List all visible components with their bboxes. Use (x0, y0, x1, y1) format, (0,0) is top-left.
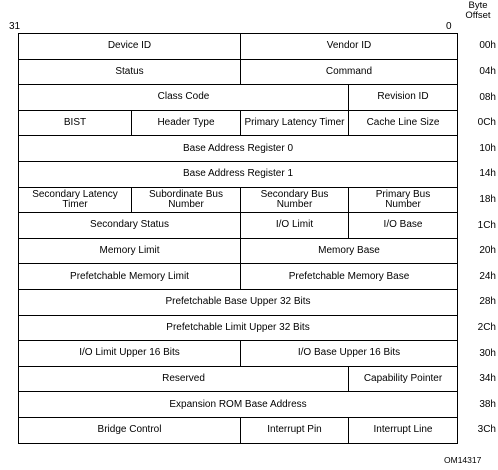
register-field: Base Address Register 0 (19, 136, 458, 162)
register-field: BIST (19, 111, 132, 137)
register-field: Prefetchable Memory Base (241, 264, 458, 290)
byte-offset-value: 28h (479, 296, 496, 308)
register-field: Bridge Control (19, 418, 241, 444)
bit-31-label: 31 (9, 21, 21, 32)
register-field: Expansion ROM Base Address (19, 392, 458, 418)
register-field: Reserved (19, 367, 349, 393)
byte-offset-value: 24h (479, 270, 496, 282)
byte-offset-value: 18h (479, 193, 496, 205)
register-field: Header Type (132, 111, 241, 137)
byte-offset-value: 38h (479, 398, 496, 410)
register-field: I/O Base Upper 16 Bits (241, 341, 458, 367)
byte-offset-value: 20h (479, 245, 496, 257)
register-field: I/O Base (349, 213, 458, 239)
byte-offset-value: 2Ch (477, 321, 496, 333)
register-field: Class Code (19, 85, 349, 111)
register-field: Primary Latency Timer (241, 111, 349, 137)
byte-offset-value: 0Ch (477, 117, 496, 129)
byte-offset-value: 04h (479, 65, 496, 77)
byte-offset-value: 34h (479, 373, 496, 385)
register-field: Secondary Latency Timer (19, 188, 132, 214)
byte-offset-value: 3Ch (477, 424, 496, 436)
byte-offset-header: Byte Offset (465, 0, 491, 21)
register-field: Prefetchable Limit Upper 32 Bits (19, 316, 458, 342)
register-field: Secondary Bus Number (241, 188, 349, 214)
register-field: Secondary Status (19, 213, 241, 239)
byte-offset-value: 00h (479, 40, 496, 52)
register-field: Capability Pointer (349, 367, 458, 393)
figure-id: OM14317 (444, 455, 482, 465)
byte-offset-value: 08h (479, 91, 496, 103)
register-field: Prefetchable Base Upper 32 Bits (19, 290, 458, 316)
register-field: Command (241, 60, 458, 86)
byte-offset-value: 14h (479, 168, 496, 180)
register-field: Status (19, 60, 241, 86)
register-field: Subordinate Bus Number (132, 188, 241, 214)
register-field: Device ID (19, 34, 241, 60)
byte-offset-value: 10h (479, 142, 496, 154)
register-field: I/O Limit Upper 16 Bits (19, 341, 241, 367)
register-field: Vendor ID (241, 34, 458, 60)
register-field: Revision ID (349, 85, 458, 111)
register-field: Memory Limit (19, 239, 241, 265)
register-field: Prefetchable Memory Limit (19, 264, 241, 290)
byte-offset-value: 1Ch (477, 219, 496, 231)
register-field: Primary Bus Number (349, 188, 458, 214)
byte-offset-value: 30h (479, 347, 496, 359)
register-field: Cache Line Size (349, 111, 458, 137)
register-field: I/O Limit (241, 213, 349, 239)
bit-0-label: 0 (446, 21, 452, 32)
register-layout-table (18, 33, 458, 444)
register-field: Base Address Register 1 (19, 162, 458, 188)
register-field: Interrupt Line (349, 418, 458, 444)
register-field: Memory Base (241, 239, 458, 265)
register-field: Interrupt Pin (241, 418, 349, 444)
